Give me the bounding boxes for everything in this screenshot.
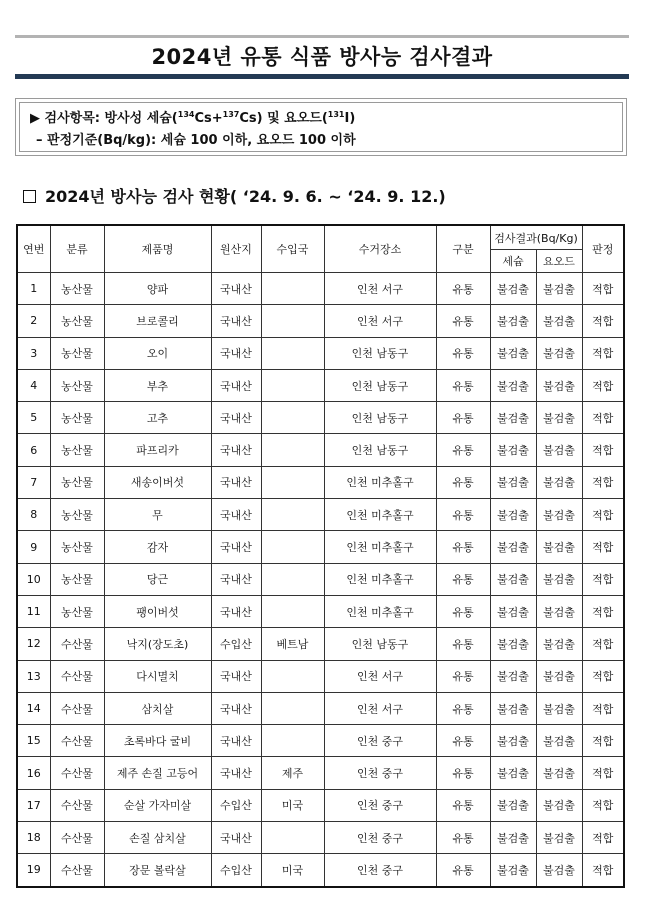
cell-product: 제주 손질 고등어 xyxy=(104,757,211,789)
cell-place: 인천 서구 xyxy=(324,305,436,337)
cell-cesium: 불검출 xyxy=(490,273,536,305)
cell-origin: 국내산 xyxy=(211,822,261,854)
judgment-criteria: – 판정기준(Bq/kg): 세슘 100 이하, 요오드 100 이하 xyxy=(36,133,356,148)
cell-verdict: 적합 xyxy=(582,531,624,563)
cell-type: 유통 xyxy=(436,466,490,498)
cell-verdict: 적합 xyxy=(582,660,624,692)
table-row xyxy=(17,595,624,627)
cell-no: 18 xyxy=(17,822,50,854)
cell-place: 인천 중구 xyxy=(324,757,436,789)
cell-type: 유통 xyxy=(436,434,490,466)
cell-iodine: 불검출 xyxy=(536,692,582,724)
cell-verdict: 적합 xyxy=(582,595,624,627)
cs-plus-text: Cs+ xyxy=(194,111,223,126)
cell-place: 인천 남동구 xyxy=(324,337,436,369)
cell-category: 농산물 xyxy=(50,337,104,369)
cell-verdict: 적합 xyxy=(582,466,624,498)
cell-import-country: 제주 xyxy=(261,757,324,789)
table-body xyxy=(17,273,624,887)
inspection-items-end: I) xyxy=(344,111,356,126)
cell-type: 유통 xyxy=(436,822,490,854)
cell-origin: 수입산 xyxy=(211,628,261,660)
table-row xyxy=(17,273,624,305)
cell-verdict: 적합 xyxy=(582,628,624,660)
cell-origin: 국내산 xyxy=(211,660,261,692)
table-row xyxy=(17,531,624,563)
table-row xyxy=(17,660,624,692)
cell-verdict: 적합 xyxy=(582,273,624,305)
header-verdict: 판정 xyxy=(582,225,624,273)
cell-import-country xyxy=(261,725,324,757)
cell-iodine: 불검출 xyxy=(536,757,582,789)
table-row xyxy=(17,402,624,434)
cell-origin: 국내산 xyxy=(211,369,261,401)
cell-cesium: 불검출 xyxy=(490,692,536,724)
cell-category: 농산물 xyxy=(50,434,104,466)
cell-origin: 국내산 xyxy=(211,531,261,563)
header-cesium: 세슘 xyxy=(490,250,536,273)
cell-cesium: 불검출 xyxy=(490,337,536,369)
cell-no: 3 xyxy=(17,337,50,369)
cell-iodine: 불검출 xyxy=(536,305,582,337)
cell-type: 유통 xyxy=(436,725,490,757)
cell-cesium: 불검출 xyxy=(490,466,536,498)
cell-import-country xyxy=(261,531,324,563)
cell-place: 인천 남동구 xyxy=(324,369,436,401)
table-row xyxy=(17,628,624,660)
cell-import-country xyxy=(261,369,324,401)
cell-cesium: 불검출 xyxy=(490,595,536,627)
cell-type: 유통 xyxy=(436,402,490,434)
cell-origin: 수입산 xyxy=(211,854,261,887)
cell-type: 유통 xyxy=(436,595,490,627)
cell-product: 무 xyxy=(104,499,211,531)
cell-cesium: 불검출 xyxy=(490,499,536,531)
table-row xyxy=(17,757,624,789)
cell-place: 인천 미추홀구 xyxy=(324,531,436,563)
cell-import-country xyxy=(261,402,324,434)
cell-no: 13 xyxy=(17,660,50,692)
cell-verdict: 적합 xyxy=(582,402,624,434)
header-result-group: 검사결과(Bq/Kg) xyxy=(490,225,582,250)
page-title: 2024년 유통 식품 방사능 검사결과 xyxy=(151,45,493,69)
table-row xyxy=(17,725,624,757)
cell-import-country xyxy=(261,305,324,337)
cell-category: 수산물 xyxy=(50,757,104,789)
cell-import-country xyxy=(261,434,324,466)
cell-verdict: 적합 xyxy=(582,822,624,854)
cell-place: 인천 남동구 xyxy=(324,402,436,434)
cell-category: 수산물 xyxy=(50,692,104,724)
cell-no: 10 xyxy=(17,563,50,595)
cell-category: 수산물 xyxy=(50,660,104,692)
cell-iodine: 불검출 xyxy=(536,660,582,692)
table-row xyxy=(17,499,624,531)
cell-origin: 국내산 xyxy=(211,499,261,531)
table-row xyxy=(17,305,624,337)
cell-no: 8 xyxy=(17,499,50,531)
cell-no: 5 xyxy=(17,402,50,434)
cell-origin: 국내산 xyxy=(211,273,261,305)
i131-superscript: 131 xyxy=(327,110,345,119)
section-heading xyxy=(23,185,446,209)
cell-import-country xyxy=(261,595,324,627)
cell-iodine: 불검출 xyxy=(536,434,582,466)
header-place: 수거장소 xyxy=(324,225,436,273)
cell-no: 19 xyxy=(17,854,50,887)
table-row xyxy=(17,692,624,724)
inspection-items-label: 검사항목: 방사성 세슘( xyxy=(44,111,178,126)
cell-cesium: 불검출 xyxy=(490,369,536,401)
cell-place: 인천 서구 xyxy=(324,692,436,724)
cell-no: 16 xyxy=(17,757,50,789)
cell-iodine: 불검출 xyxy=(536,595,582,627)
cell-import-country: 미국 xyxy=(261,854,324,887)
cell-iodine: 불검출 xyxy=(536,337,582,369)
cell-no: 17 xyxy=(17,789,50,821)
cell-place: 인천 미추홀구 xyxy=(324,563,436,595)
cell-no: 4 xyxy=(17,369,50,401)
header-iodine: 요오드 xyxy=(536,250,582,273)
header-category: 분류 xyxy=(50,225,104,273)
cell-verdict: 적합 xyxy=(582,692,624,724)
cell-verdict: 적합 xyxy=(582,369,624,401)
header-import-country: 수입국 xyxy=(261,225,324,273)
cell-product: 당근 xyxy=(104,563,211,595)
cell-iodine: 불검출 xyxy=(536,531,582,563)
cell-origin: 국내산 xyxy=(211,305,261,337)
cell-type: 유통 xyxy=(436,305,490,337)
cell-import-country: 미국 xyxy=(261,789,324,821)
cell-cesium: 불검출 xyxy=(490,789,536,821)
cell-place: 인천 서구 xyxy=(324,660,436,692)
header-no: 연번 xyxy=(17,225,50,273)
cell-verdict: 적합 xyxy=(582,434,624,466)
cell-no: 7 xyxy=(17,466,50,498)
cell-product: 팽이버섯 xyxy=(104,595,211,627)
cell-category: 농산물 xyxy=(50,531,104,563)
cell-cesium: 불검출 xyxy=(490,725,536,757)
cell-no: 12 xyxy=(17,628,50,660)
cell-product: 낙지(장도초) xyxy=(104,628,211,660)
cell-cesium: 불검출 xyxy=(490,822,536,854)
cell-category: 농산물 xyxy=(50,369,104,401)
cell-verdict: 적합 xyxy=(582,337,624,369)
cell-type: 유통 xyxy=(436,531,490,563)
section-heading-text: 2024년 방사능 검사 현황( ‘24. 9. 6. ~ ‘24. 9. 12.) xyxy=(45,187,446,206)
cell-product: 오이 xyxy=(104,337,211,369)
cell-iodine: 불검출 xyxy=(536,854,582,887)
cell-category: 농산물 xyxy=(50,563,104,595)
cell-origin: 국내산 xyxy=(211,434,261,466)
cell-import-country: 베트남 xyxy=(261,628,324,660)
cell-cesium: 불검출 xyxy=(490,305,536,337)
cell-type: 유통 xyxy=(436,499,490,531)
cell-type: 유통 xyxy=(436,369,490,401)
table-row xyxy=(17,822,624,854)
cell-origin: 국내산 xyxy=(211,725,261,757)
table-row xyxy=(17,563,624,595)
cell-product: 파프리카 xyxy=(104,434,211,466)
cell-category: 농산물 xyxy=(50,595,104,627)
cell-verdict: 적합 xyxy=(582,305,624,337)
table-row xyxy=(17,337,624,369)
cell-category: 농산물 xyxy=(50,466,104,498)
cell-product: 양파 xyxy=(104,273,211,305)
table-row xyxy=(17,434,624,466)
cell-origin: 국내산 xyxy=(211,402,261,434)
cell-product: 삼치살 xyxy=(104,692,211,724)
cell-iodine: 불검출 xyxy=(536,273,582,305)
cell-product: 장문 볼락살 xyxy=(104,854,211,887)
cell-verdict: 적합 xyxy=(582,854,624,887)
cell-origin: 국내산 xyxy=(211,563,261,595)
cell-type: 유통 xyxy=(436,628,490,660)
cell-verdict: 적합 xyxy=(582,789,624,821)
cell-iodine: 불검출 xyxy=(536,789,582,821)
title-bottom-rule xyxy=(15,74,629,79)
cell-category: 농산물 xyxy=(50,402,104,434)
header-origin: 원산지 xyxy=(211,225,261,273)
cell-iodine: 불검출 xyxy=(536,563,582,595)
cell-category: 수산물 xyxy=(50,822,104,854)
cell-origin: 국내산 xyxy=(211,337,261,369)
cell-verdict: 적합 xyxy=(582,725,624,757)
checkbox-square-icon xyxy=(23,190,36,203)
cell-cesium: 불검출 xyxy=(490,563,536,595)
cell-import-country xyxy=(261,660,324,692)
cell-import-country xyxy=(261,273,324,305)
cell-iodine: 불검출 xyxy=(536,402,582,434)
inspection-items-mid: Cs) 및 요오드( xyxy=(239,111,328,126)
cell-product: 부추 xyxy=(104,369,211,401)
cell-import-country xyxy=(261,563,324,595)
cell-iodine: 불검출 xyxy=(536,466,582,498)
cell-no: 14 xyxy=(17,692,50,724)
cell-no: 2 xyxy=(17,305,50,337)
cell-place: 인천 중구 xyxy=(324,854,436,887)
cell-import-country xyxy=(261,337,324,369)
cell-no: 1 xyxy=(17,273,50,305)
cell-import-country xyxy=(261,692,324,724)
cell-place: 인천 미추홀구 xyxy=(324,499,436,531)
cell-iodine: 불검출 xyxy=(536,369,582,401)
cell-place: 인천 중구 xyxy=(324,789,436,821)
cell-cesium: 불검출 xyxy=(490,434,536,466)
cell-verdict: 적합 xyxy=(582,499,624,531)
cell-type: 유통 xyxy=(436,337,490,369)
cell-type: 유통 xyxy=(436,789,490,821)
cell-cesium: 불검출 xyxy=(490,628,536,660)
table-row xyxy=(17,789,624,821)
table-row xyxy=(17,369,624,401)
cell-place: 인천 중구 xyxy=(324,822,436,854)
cell-place: 인천 남동구 xyxy=(324,628,436,660)
cell-product: 초록바다 굴비 xyxy=(104,725,211,757)
cell-cesium: 불검출 xyxy=(490,854,536,887)
cs134-superscript: 134 xyxy=(177,110,195,119)
cell-category: 농산물 xyxy=(50,499,104,531)
cell-category: 농산물 xyxy=(50,273,104,305)
cell-category: 농산물 xyxy=(50,305,104,337)
header-product: 제품명 xyxy=(104,225,211,273)
cell-category: 수산물 xyxy=(50,725,104,757)
cell-origin: 국내산 xyxy=(211,466,261,498)
cell-product: 새송이버섯 xyxy=(104,466,211,498)
cell-iodine: 불검출 xyxy=(536,822,582,854)
cell-cesium: 불검출 xyxy=(490,402,536,434)
table-header-row xyxy=(17,225,624,250)
cell-iodine: 불검출 xyxy=(536,725,582,757)
cell-iodine: 불검출 xyxy=(536,628,582,660)
cell-iodine: 불검출 xyxy=(536,499,582,531)
cell-place: 인천 미추홀구 xyxy=(324,466,436,498)
cell-place: 인천 남동구 xyxy=(324,434,436,466)
cell-type: 유통 xyxy=(436,692,490,724)
cell-no: 15 xyxy=(17,725,50,757)
cs137-superscript: 137 xyxy=(222,110,240,119)
cell-type: 유통 xyxy=(436,757,490,789)
title-top-rule xyxy=(15,35,629,38)
cell-product: 손질 삼치살 xyxy=(104,822,211,854)
cell-origin: 수입산 xyxy=(211,789,261,821)
cell-category: 수산물 xyxy=(50,789,104,821)
cell-product: 고추 xyxy=(104,402,211,434)
cell-product: 감자 xyxy=(104,531,211,563)
cell-place: 인천 중구 xyxy=(324,725,436,757)
cell-import-country xyxy=(261,822,324,854)
cell-category: 수산물 xyxy=(50,854,104,887)
cell-cesium: 불검출 xyxy=(490,531,536,563)
cell-type: 유통 xyxy=(436,660,490,692)
cell-cesium: 불검출 xyxy=(490,660,536,692)
table-row xyxy=(17,854,624,887)
cell-no: 9 xyxy=(17,531,50,563)
cell-place: 인천 미추홀구 xyxy=(324,595,436,627)
cell-place: 인천 서구 xyxy=(324,273,436,305)
cell-import-country xyxy=(261,466,324,498)
cell-category: 수산물 xyxy=(50,628,104,660)
cell-verdict: 적합 xyxy=(582,757,624,789)
cell-origin: 국내산 xyxy=(211,757,261,789)
table-row xyxy=(17,466,624,498)
cell-origin: 국내산 xyxy=(211,692,261,724)
cell-type: 유통 xyxy=(436,563,490,595)
cell-product: 순살 가자미살 xyxy=(104,789,211,821)
cell-cesium: 불검출 xyxy=(490,757,536,789)
header-type: 구분 xyxy=(436,225,490,273)
cell-origin: 국내산 xyxy=(211,595,261,627)
triangle-bullet-icon: ▶ xyxy=(30,111,40,126)
cell-no: 6 xyxy=(17,434,50,466)
cell-type: 유통 xyxy=(436,854,490,887)
cell-import-country xyxy=(261,499,324,531)
cell-product: 브로콜리 xyxy=(104,305,211,337)
results-table xyxy=(16,224,625,888)
inspection-items xyxy=(30,105,355,129)
cell-verdict: 적합 xyxy=(582,563,624,595)
cell-no: 11 xyxy=(17,595,50,627)
cell-product: 다시멸치 xyxy=(104,660,211,692)
cell-type: 유통 xyxy=(436,273,490,305)
